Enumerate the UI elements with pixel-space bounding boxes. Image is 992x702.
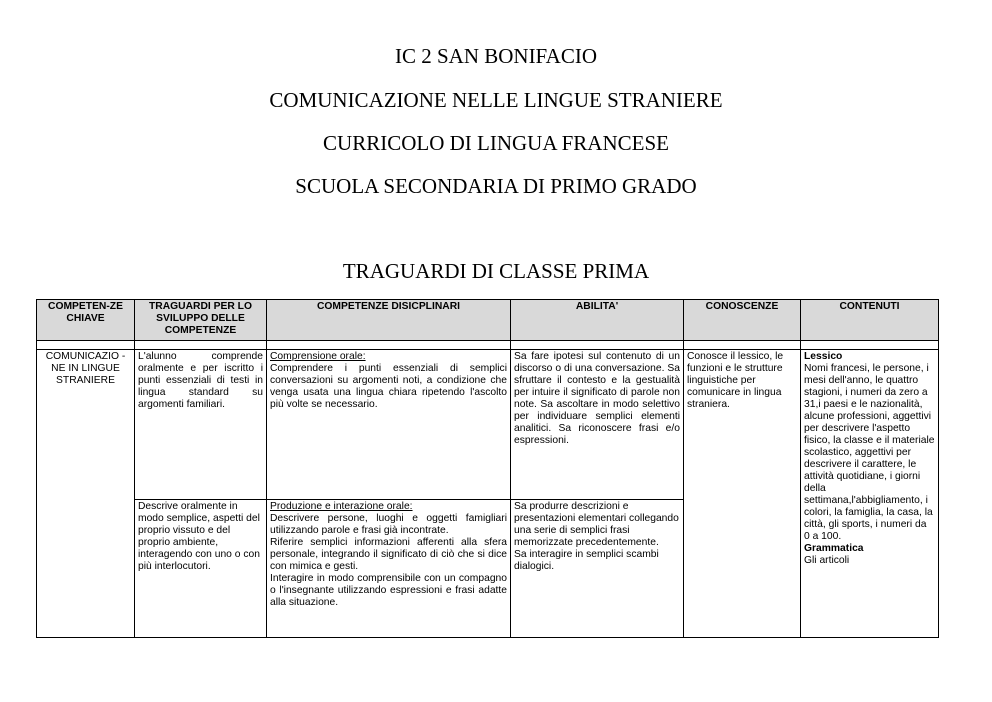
competence-text: Comprendere i punti essenziali di semplici conversazioni su argomenti noti, a condizione che venga usata una lingua chiara ripetendo l'ascolto più volte se necessario. <box>270 363 507 410</box>
contents-subtitle-lexicon: Lessico <box>804 351 843 362</box>
column-header-key-competence: COMPETEN-ZE CHIAVE <box>37 300 135 341</box>
skills-cell-production <box>511 500 684 638</box>
section-title: TRAGUARDI DI CLASSE PRIMA <box>342 259 650 283</box>
milestone-cell-production: Descrive oralmente in modo semplice, aspetti del proprio vissuto e del proprio ambiente, interagendo con uno o con più interlocutori. <box>135 500 267 638</box>
skills-text: Sa produrre descrizioni e presentazioni elementari collegando una serie di semplici frasi memorizzate precedentemente. <box>514 501 679 548</box>
skills-text: Sa interagire in semplici scambi dialogici. <box>514 549 659 572</box>
competence-text: Riferire semplici informazioni afferenti alla sfera personale, integrando il significato di ciò che si dice con mimica e gesti. <box>270 537 507 572</box>
key-competence-cell: COMUNICAZIO -NE IN LINGUE STRANIERE <box>37 350 135 638</box>
curriculum-table <box>36 299 939 638</box>
competence-cell-production <box>267 500 511 638</box>
competence-cell-comprehension <box>267 350 511 500</box>
skills-cell-comprehension: Sa fare ipotesi sul contenuto di un discorso o di una conversazione. Sa sfruttare il contesto e la gestualità per intuire il significato di parole non note. Sa ascoltare in modo selettivo per individuare semplici elementi analitici. Sa riconoscere frasi e/o espressioni. <box>511 350 684 500</box>
column-header-milestones: TRAGUARDI PER LO SVILUPPO DELLE COMPETENZE <box>135 300 267 341</box>
contents-subtitle-grammar: Grammatica <box>804 543 864 554</box>
column-header-disciplinary-competences: COMPETENZE DISICPLINARI <box>267 300 511 341</box>
competence-text: Interagire in modo comprensibile con un compagno o l'insegnante utilizzando espressioni e frasi adatte alla situazione. <box>270 573 507 608</box>
milestone-cell-comprehension: L'alunno comprende oralmente e per iscritto i punti essenziali di testi in lingua standard su argomenti familiari. <box>135 350 267 500</box>
column-header-skills: ABILITA' <box>511 300 684 341</box>
contents-text-grammar: Gli articoli <box>804 555 850 566</box>
school-name: IC 2 SAN BONIFACIO <box>394 44 598 68</box>
competence-subtitle: Comprensione orale: <box>270 351 366 362</box>
competence-subtitle: Produzione e interazione orale: <box>270 501 413 512</box>
contents-cell <box>801 350 939 638</box>
curriculum-title: CURRICOLO DI LINGUA FRANCESE <box>323 131 669 155</box>
table-header-row <box>37 300 939 341</box>
table-row <box>37 350 939 500</box>
school-level: SCUOLA SECONDARIA DI PRIMO GRADO <box>295 174 697 198</box>
table-spacer-row <box>37 341 939 350</box>
subject-area: COMUNICAZIONE NELLE LINGUE STRANIERE <box>269 88 723 112</box>
contents-text-lexicon: Nomi francesi, le persone, i mesi dell'anno, le quattro stagioni, i numeri da zero a 31,i paesi e le nazionalità, alcune professioni, aggettivi per descrivere l'aspetto fisico, la classe e il materiale scolastico, aggettivi per descrivere il carattere, le attività quotidiane, i giorni della settimana,l'abbigliamento, i colori, la famiglia, la casa, la città, gli sports, i numeri da 0 a 100. <box>804 363 935 542</box>
column-header-knowledge: CONOSCENZE <box>684 300 801 341</box>
competence-text: Descrivere persone, luoghi e oggetti famigliari utilizzando parole e frasi già incontrate. <box>270 513 507 536</box>
column-header-contents: CONTENUTI <box>801 300 939 341</box>
knowledge-cell: Conosce il lessico, le funzioni e le strutture linguistiche per comunicare in lingua straniera. <box>684 350 801 638</box>
